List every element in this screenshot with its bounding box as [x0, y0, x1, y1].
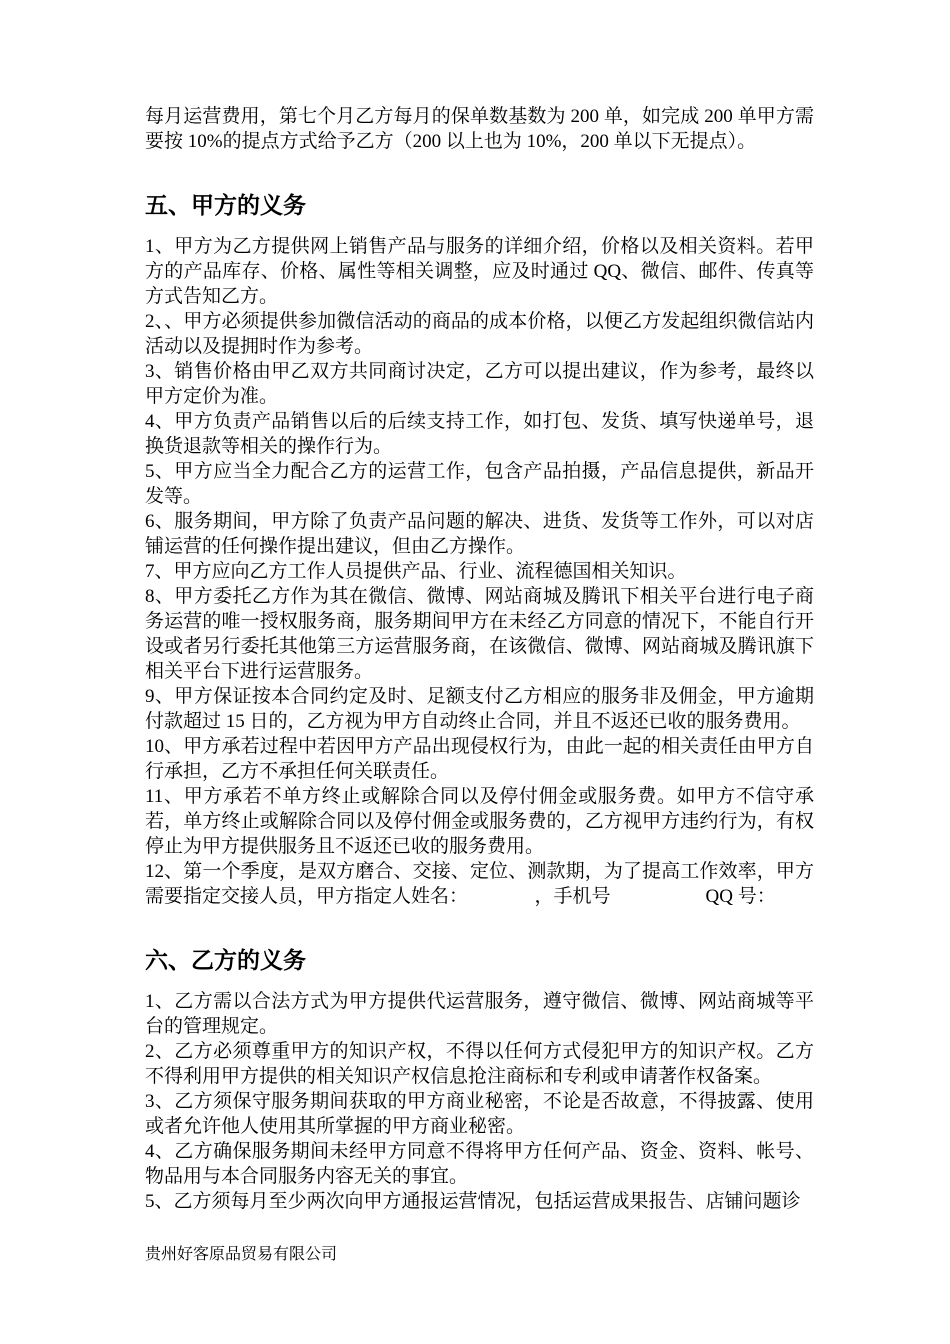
contract-clause: 2、、甲方必须提供参加微信活动的商品的成本价格，以便乙方发起组织微信站内活动以及提拥时作为参考。	[145, 311, 814, 357]
contract-clause-truncated: 5、乙方须每月至少两次向甲方通报运营情况，包括运营成果报告、店铺问题诊	[145, 1191, 801, 1212]
contract-clause: 6、服务期间，甲方除了负责产品问题的解决、进货、发货等工作外，可以对店铺运营的任何操作提出建议，但由乙方操作。	[145, 511, 814, 557]
contract-clause: 11、甲方承若不单方终止或解除合同以及停付佣金或服务费。如甲方不信守承若，单方终止或解除合同以及停付佣金或服务费的，乙方视甲方违约行为，有权停止为甲方提供服务且不返还已收的服务费用。	[145, 786, 814, 857]
contract-clause: 3、销售价格由甲乙双方共同商讨决定，乙方可以提出建议，作为参考，最终以甲方定价为准。	[145, 361, 814, 407]
contract-clause: 4、乙方确保服务期间未经甲方同意不得将甲方任何产品、资金、资料、帐号、物品用与本合同服务内容无关的事宜。	[145, 1141, 814, 1187]
contract-clause: 1、甲方为乙方提供网上销售产品与服务的详细介绍，价格以及相关资料。若甲方的产品库存、价格、属性等相关调整，应及时通过 QQ、微信、邮件、传真等方式告知乙方。	[145, 236, 814, 307]
contract-clause: 7、甲方应向乙方工作人员提供产品、行业、流程德国相关知识。	[145, 561, 687, 582]
section-five-heading: 五、甲方的义务	[145, 193, 306, 218]
contract-clause: 10、甲方承若过程中若因甲方产品出现侵权行为，由此一起的相关责任由甲方自行承担，乙方不承担任何关联责任。	[145, 736, 814, 782]
contract-clause: 4、甲方负责产品销售以后的后续支持工作，如打包、发货、填写快递单号，退换货退款等相关的操作行为。	[145, 411, 814, 457]
contract-clause: 1、乙方需以合法方式为甲方提供代运营服务，遵守微信、微博、网站商城等平台的管理规定。	[145, 991, 814, 1037]
contract-clause: 9、甲方保证按本合同约定及时、足额支付乙方相应的服务非及佣金，甲方逾期付款超过 15 日的，乙方视为甲方自动终止合同，并且不返还已收的服务费用。	[145, 686, 814, 732]
contract-clause-with-blanks: 12、第一个季度，是双方磨合、交接、定位、测款期，为了提高工作效率，甲方需要指定交接人员，甲方指定人姓名： ，手机号 QQ 号：	[145, 861, 814, 907]
contract-clause: 2、乙方必须尊重甲方的知识产权，不得以任何方式侵犯甲方的知识产权。乙方不得利用甲方提供的相关知识产权信息抢注商标和专利或申请著作权备案。	[145, 1041, 814, 1087]
section-six-heading: 六、乙方的义务	[145, 948, 306, 973]
continuation-paragraph: 每月运营费用，第七个月乙方每月的保单数基数为 200 单，如完成 200 单甲方需要按 10%的提点方式给予乙方（200 以上也为 10%，200 单以下无提点）。	[145, 106, 814, 152]
contract-clause: 5、甲方应当全力配合乙方的运营工作，包含产品拍摄，产品信息提供，新品开发等。	[145, 461, 814, 507]
contract-clause: 3、乙方须保守服务期间获取的甲方商业秘密，不论是否故意，不得披露、使用或者允许他人使用其所掌握的甲方商业秘密。	[145, 1091, 814, 1137]
contract-clause: 8、甲方委托乙方作为其在微信、微博、网站商城及腾讯下相关平台进行电子商务运营的唯一授权服务商，服务期间甲方在未经乙方同意的情况下，不能自行开设或者另行委托其他第三方运营服务商，在该微信、微博、网站商城及腾讯旗下相关平台下进行运营服务。	[145, 586, 814, 682]
footer-company-name: 贵州好客原品贸易有限公司	[145, 1246, 338, 1263]
